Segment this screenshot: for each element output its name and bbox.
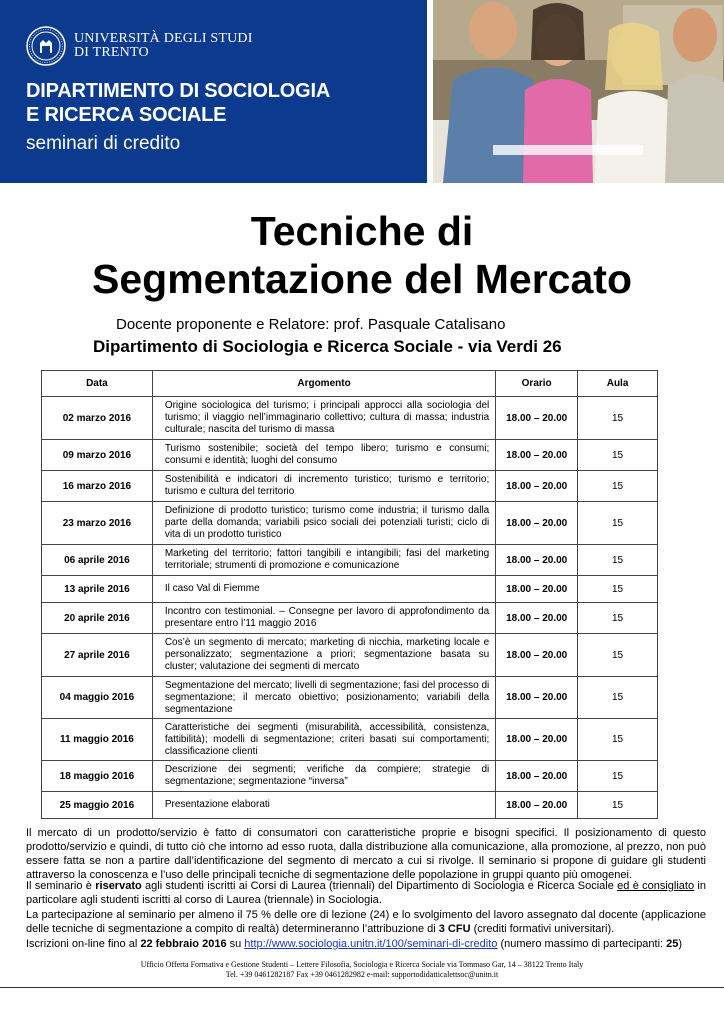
- registration-deadline: 22 febbraio 2016: [140, 938, 227, 950]
- row-time: 18.00 – 20.00: [496, 545, 578, 576]
- row-topic: Cos’è un segmento di mercato; marketing di nicchia, marketing locale e personalizzato; segmentazione a priori; segmentazione basata su cluster; valutazione dei segmenti di mercato: [152, 634, 495, 677]
- table-row: [42, 792, 658, 819]
- eligibility-text-b: agli studenti iscritti ai Corsi di Laurea (triennali) del Dipartimento di Sociologia e Ricerca Sociale: [141, 880, 618, 892]
- row-room: 15: [578, 397, 658, 440]
- row-room: 15: [578, 761, 658, 792]
- table-row: [42, 502, 658, 545]
- row-room: 15: [578, 792, 658, 819]
- row-time: 18.00 – 20.00: [496, 603, 578, 634]
- row-time: 18.00 – 20.00: [496, 634, 578, 677]
- header-banner: [0, 0, 724, 183]
- table-row: [42, 545, 658, 576]
- header-orario: Orario: [496, 371, 578, 397]
- students-photo-illustration: [433, 0, 724, 183]
- row-date: 20 aprile 2016: [42, 603, 153, 634]
- eligibility-text-c: in particolare agli studenti iscritti al corso di Laurea (triennale) in Sociologia.: [26, 880, 706, 906]
- header-data: Data: [42, 371, 153, 397]
- footer-address: Ufficio Offerta Formativa e Gestione Studenti – Lettere Filosofia, Sociologia e Ricerca Sociale via Tommaso Gar, 14 – 38122 Trento Italy: [140, 960, 584, 969]
- row-topic: Presentazione elaborati: [152, 792, 495, 819]
- row-topic: Segmentazione del mercato; livelli di segmentazione; fasi del processo di segmentazione; il mercato obiettivo; posizionamento; variabili della segmentazione: [152, 677, 495, 719]
- schedule-table: [41, 370, 658, 819]
- table-row: [42, 761, 658, 792]
- row-time: 18.00 – 20.00: [496, 761, 578, 792]
- table-row: [42, 603, 658, 634]
- row-topic: Descrizione dei segmenti; verifiche da compiere; strategie di segmentazione; segmentazione “inversa”: [152, 761, 495, 792]
- header-aula: Aula: [578, 371, 658, 397]
- subtitle: seminari di credito: [26, 133, 181, 154]
- registration-text-b: su: [226, 938, 245, 950]
- row-topic: Incontro con testimonial. – Consegne per lavoro di approfondimento da presentare entro l’11 maggio 2016: [152, 603, 495, 634]
- university-name-line2: DI TRENTO: [74, 45, 149, 60]
- row-topic: Origine sociologica del turismo; i principali approcci alla sociologia del turismo; il viaggio nell’immaginario collettivo; cultura di massa; industria culturale; nascita del turismo di massa: [152, 397, 495, 440]
- credits-cfu: 3 CFU: [438, 923, 471, 935]
- table-row: [42, 634, 658, 677]
- footer-divider: [0, 987, 724, 988]
- eligibility-text-a: Il seminario è: [26, 880, 96, 892]
- credits-text-a: La partecipazione al seminario per almeno il 75 % delle ore di lezione (24) e lo svolgimento del lavoro assegnato dal docente (applicazione delle tecniche di segmentazione a compito di realtà) determineranno l’attribuzione di: [26, 909, 706, 935]
- table-row: [42, 576, 658, 603]
- registration-link[interactable]: http://www.sociologia.unitn.it/100/seminari-di-credito: [244, 938, 498, 950]
- row-room: 15: [578, 440, 658, 471]
- title-line1: Tecniche di: [250, 208, 474, 254]
- row-time: 18.00 – 20.00: [496, 677, 578, 719]
- department-line1: DIPARTIMENTO DI SOCIOLOGIA: [26, 80, 331, 102]
- row-time: 18.00 – 20.00: [496, 440, 578, 471]
- row-time: 18.00 – 20.00: [496, 397, 578, 440]
- registration-text-d: ): [678, 938, 683, 950]
- row-room: 15: [578, 677, 658, 719]
- header-blue-panel: [0, 0, 427, 183]
- row-topic: Caratteristiche dei segmenti (misurabilità, accessibilità, consistenza, fattibilità); modelli di segmentazione; criteri basati sui comportamenti; classificazione clienti: [152, 719, 495, 761]
- row-date: 13 aprile 2016: [42, 576, 153, 603]
- row-date: 09 marzo 2016: [42, 440, 153, 471]
- students-photo: [433, 0, 724, 183]
- row-date: 25 maggio 2016: [42, 792, 153, 819]
- row-date: 18 maggio 2016: [42, 761, 153, 792]
- row-time: 18.00 – 20.00: [496, 502, 578, 545]
- university-name: [74, 32, 253, 60]
- row-topic: Turismo sostenibile; società del tempo libero; turismo e consumi; consumi e identità; luoghi del consumo: [152, 440, 495, 471]
- credits-text-b: (crediti formativi universitari).: [470, 923, 615, 935]
- registration-max: 25: [666, 938, 679, 950]
- row-time: 18.00 – 20.00: [496, 576, 578, 603]
- row-time: 18.00 – 20.00: [496, 792, 578, 819]
- university-name-line1: UNIVERSITÀ DEGLI STUDI: [74, 31, 253, 46]
- table-row: [42, 677, 658, 719]
- table-row: [42, 397, 658, 440]
- eligibility-reserved: riservato: [95, 880, 142, 892]
- row-room: 15: [578, 576, 658, 603]
- university-logo: [26, 26, 253, 66]
- registration-text-c: (numero massimo di partecipanti:: [497, 938, 667, 950]
- row-room: 15: [578, 719, 658, 761]
- row-date: 11 maggio 2016: [42, 719, 153, 761]
- table-row: [42, 471, 658, 502]
- credits-paragraph: [26, 908, 706, 936]
- registration-paragraph: [26, 937, 706, 951]
- row-room: 15: [578, 502, 658, 545]
- eligibility-recommended: ed è consigliato: [617, 880, 695, 892]
- header-argomento: Argomento: [152, 371, 495, 397]
- row-date: 23 marzo 2016: [42, 502, 153, 545]
- row-room: 15: [578, 634, 658, 677]
- row-topic: Il caso Val di Fiemme: [152, 576, 495, 603]
- row-topic: Definizione di prodotto turistico; turismo come industria; il turismo dalla parte della domanda; variabili psico sociali dei potenziali turisti; ciclo di vita di un prodotto turistico: [152, 502, 495, 545]
- row-date: 04 maggio 2016: [42, 677, 153, 719]
- table-row: [42, 719, 658, 761]
- row-topic: Marketing del territorio; fattori tangibili e intangibili; fasi del marketing territoriale; strumenti di promozione e comunicazione: [152, 545, 495, 576]
- description-paragraph: Il mercato di un prodotto/servizio è fatto di consumatori con caratteristiche proprie e bisogni specifici. Il posizionamento di questo prodotto/servizio e quindi, di tutto ciò che intorno ad esso ruota, dalla distribuzione alla comunicazione, alla promozione, al prezzo, non può essere fatta se non a partire dall’identificazione del segmento di mercato a cui si rivolge. Il seminario si propone di guidare gli studenti attraverso la conoscenza e l’uso delle principali tecniche di segmentazione delle popolazione in gruppi quanto più omogenei.: [26, 827, 706, 881]
- row-date: 27 aprile 2016: [42, 634, 153, 677]
- row-date: 06 aprile 2016: [42, 545, 153, 576]
- table-header-row: [42, 371, 658, 397]
- table-row: [42, 440, 658, 471]
- university-seal-icon: [26, 26, 66, 66]
- row-room: 15: [578, 603, 658, 634]
- department-location: Dipartimento di Sociologia e Ricerca Sociale - via Verdi 26: [93, 337, 562, 356]
- row-room: 15: [578, 545, 658, 576]
- row-topic: Sostenibilità e indicatori di incremento turistico; turismo e territorio; turismo e cultura del territorio: [152, 471, 495, 502]
- registration-text-a: Iscrizioni on-line fino al: [26, 938, 141, 950]
- row-room: 15: [578, 471, 658, 502]
- title-line2: Segmentazione del Mercato: [92, 256, 632, 302]
- docente-info: Docente proponente e Relatore: prof. Pasquale Catalisano: [116, 316, 506, 333]
- row-date: 16 marzo 2016: [42, 471, 153, 502]
- row-date: 02 marzo 2016: [42, 397, 153, 440]
- eligibility-paragraph: [26, 879, 706, 907]
- footer-contact: Tel. +39 0461282187 Fax +39 0461282982 e-mail: supportodidatticalettsoc@unitn.it: [225, 970, 499, 979]
- row-time: 18.00 – 20.00: [496, 471, 578, 502]
- department-line2: E RICERCA SOCIALE: [26, 104, 227, 126]
- row-time: 18.00 – 20.00: [496, 719, 578, 761]
